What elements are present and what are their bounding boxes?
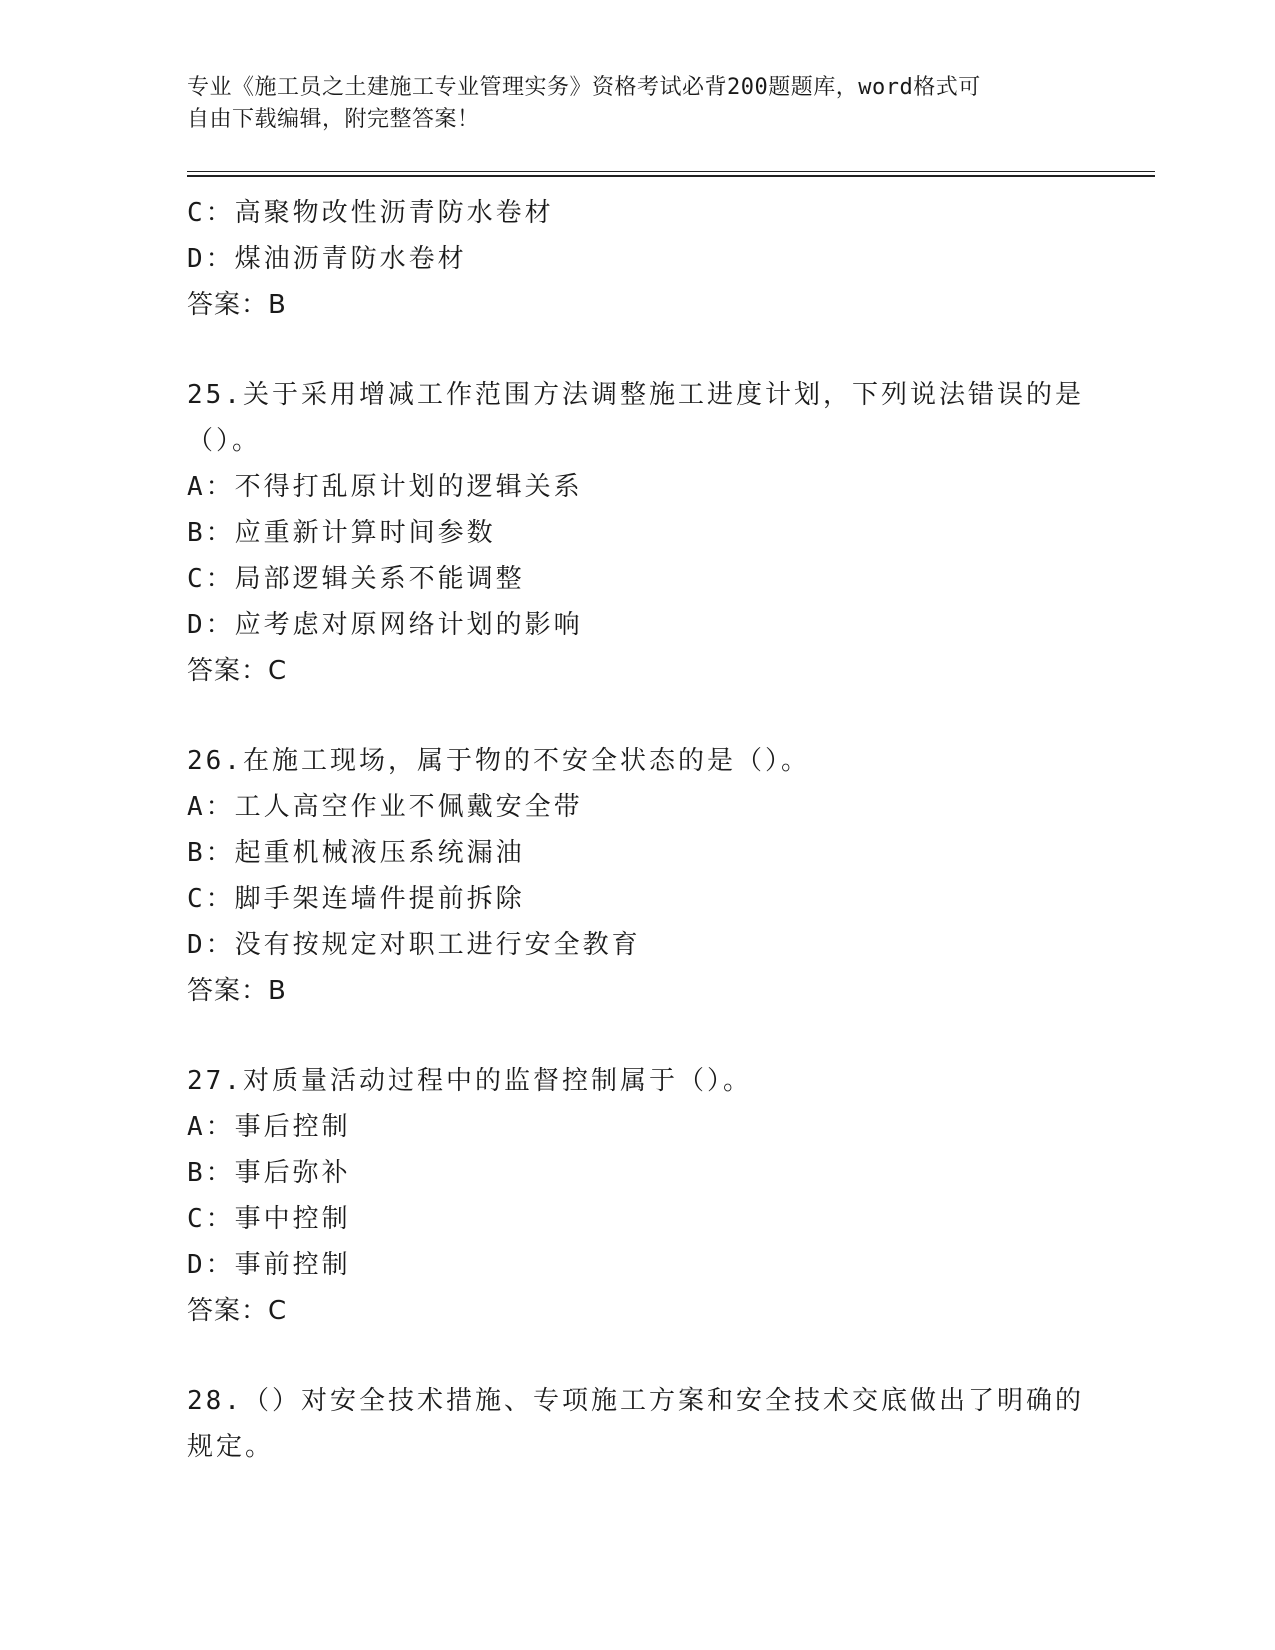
- option-c: C：事中控制: [187, 1204, 351, 1234]
- header-title-line2: 自由下载编辑，附完整答案！: [187, 107, 480, 132]
- option-a: A：工人高空作业不佩戴安全带: [187, 792, 583, 822]
- question-25: [187, 372, 1087, 694]
- answer: 答案：C: [187, 656, 288, 686]
- option-c: C：高聚物改性沥青防水卷材: [187, 198, 554, 228]
- option-d: D：应考虑对原网络计划的影响: [187, 610, 583, 640]
- option-b: B：起重机械液压系统漏油: [187, 838, 525, 868]
- option-d: D：煤油沥青防水卷材: [187, 244, 467, 274]
- header-divider-thin: [187, 171, 1155, 172]
- option-c: C：局部逻辑关系不能调整: [187, 564, 525, 594]
- question-28: [187, 1378, 1087, 1470]
- question-27: [187, 1058, 1087, 1334]
- option-a: A：不得打乱原计划的逻辑关系: [187, 472, 583, 502]
- page-header: [187, 72, 1087, 136]
- question-stem-cont: 规定。: [187, 1432, 275, 1462]
- answer: 答案：B: [187, 976, 287, 1006]
- answer: 答案：B: [187, 290, 287, 320]
- header-divider-thick: [187, 175, 1155, 177]
- option-b: B：应重新计算时间参数: [187, 518, 496, 548]
- question-stem: 25.关于采用增减工作范围方法调整施工进度计划，下列说法错误的是: [187, 380, 1084, 410]
- question-stem: 26.在施工现场，属于物的不安全状态的是（）。: [187, 746, 810, 776]
- question-stem: 27.对质量活动过程中的监督控制属于（）。: [187, 1066, 752, 1096]
- question-26: [187, 738, 1087, 1014]
- header-title-line1: 专业《施工员之土建施工专业管理实务》资格考试必背200题题库，word格式可: [187, 75, 981, 100]
- question-stem-cont: （）。: [187, 426, 262, 456]
- question-stem: 28.（）对安全技术措施、专项施工方案和安全技术交底做出了明确的: [187, 1386, 1084, 1416]
- option-d: D：事前控制: [187, 1250, 351, 1280]
- question-24-tail: [187, 190, 1087, 328]
- answer: 答案：C: [187, 1296, 288, 1326]
- option-c: C：脚手架连墙件提前拆除: [187, 884, 525, 914]
- option-a: A：事后控制: [187, 1112, 351, 1142]
- option-d: D：没有按规定对职工进行安全教育: [187, 930, 641, 960]
- question-list: [187, 190, 1087, 1470]
- option-b: B：事后弥补: [187, 1158, 351, 1188]
